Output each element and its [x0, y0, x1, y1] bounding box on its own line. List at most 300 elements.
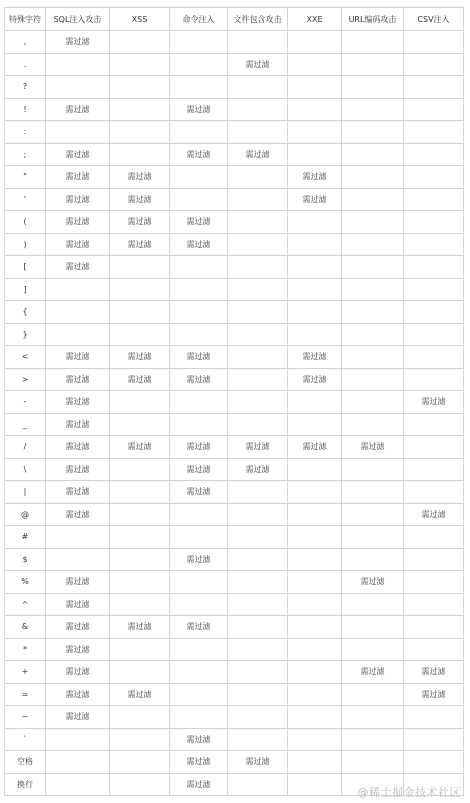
special-char-cell: [	[5, 256, 46, 279]
filter-cell	[288, 413, 342, 436]
filter-cell	[288, 548, 342, 571]
filter-cell	[404, 76, 464, 99]
filter-cell	[342, 413, 404, 436]
filter-cell	[110, 76, 170, 99]
filter-cell	[288, 526, 342, 549]
table-row	[5, 233, 464, 256]
header-sql-injection: SQL注入攻击	[46, 8, 110, 31]
filter-cell	[170, 683, 228, 706]
table-row	[5, 211, 464, 234]
filter-cell	[228, 728, 288, 751]
filter-cell: 需过滤	[110, 616, 170, 639]
special-char-cell: (	[5, 211, 46, 234]
filter-cell	[170, 256, 228, 279]
filter-cell	[228, 706, 288, 729]
filter-cell	[228, 166, 288, 189]
filter-cell	[110, 391, 170, 414]
filter-cell	[170, 526, 228, 549]
filter-cell: 需过滤	[46, 683, 110, 706]
filter-cell: 需过滤	[110, 436, 170, 459]
filter-cell	[404, 751, 464, 774]
table-row	[5, 413, 464, 436]
table-row	[5, 31, 464, 54]
filter-cell: 需过滤	[228, 751, 288, 774]
special-char-cell: \	[5, 458, 46, 481]
filter-cell	[404, 143, 464, 166]
special-char-cell: >	[5, 368, 46, 391]
special-char-cell: .	[5, 53, 46, 76]
filter-cell	[404, 706, 464, 729]
filter-cell	[46, 76, 110, 99]
filter-cell	[46, 301, 110, 324]
filter-cell	[404, 278, 464, 301]
table-row	[5, 571, 464, 594]
filter-cell	[110, 31, 170, 54]
table-row	[5, 53, 464, 76]
filter-cell	[170, 638, 228, 661]
filter-cell: 需过滤	[46, 166, 110, 189]
filter-cell	[288, 661, 342, 684]
filter-cell	[404, 166, 464, 189]
filter-cell	[288, 751, 342, 774]
filter-cell: 需过滤	[170, 548, 228, 571]
filter-cell: 需过滤	[110, 188, 170, 211]
filter-cell: 需过滤	[170, 773, 228, 796]
filter-cell: 需过滤	[404, 503, 464, 526]
filter-cell	[404, 616, 464, 639]
filter-cell	[404, 638, 464, 661]
table-row	[5, 661, 464, 684]
special-char-cell: +	[5, 661, 46, 684]
table-row	[5, 188, 464, 211]
filter-cell	[170, 661, 228, 684]
filter-cell	[228, 31, 288, 54]
filter-cell	[342, 683, 404, 706]
filter-cell	[228, 661, 288, 684]
filter-cell	[228, 571, 288, 594]
filter-cell	[342, 143, 404, 166]
filter-cell	[342, 593, 404, 616]
filter-cell	[170, 391, 228, 414]
filter-cell	[288, 31, 342, 54]
filter-cell	[110, 121, 170, 144]
filter-cell	[110, 301, 170, 324]
filter-cell	[228, 211, 288, 234]
filter-cell	[342, 548, 404, 571]
filter-cell	[288, 233, 342, 256]
filter-cell	[288, 593, 342, 616]
filter-cell	[110, 548, 170, 571]
filter-cell: 需过滤	[110, 166, 170, 189]
filter-cell	[404, 481, 464, 504]
filter-cell	[288, 278, 342, 301]
special-char-cell: _	[5, 413, 46, 436]
special-char-table	[4, 7, 464, 796]
filter-cell	[46, 773, 110, 796]
filter-cell	[342, 76, 404, 99]
table-row	[5, 323, 464, 346]
table-row	[5, 751, 464, 774]
filter-cell	[404, 256, 464, 279]
filter-cell: 需过滤	[46, 368, 110, 391]
filter-cell	[404, 728, 464, 751]
filter-cell	[404, 368, 464, 391]
filter-cell	[110, 503, 170, 526]
filter-cell: 需过滤	[170, 728, 228, 751]
filter-cell	[170, 571, 228, 594]
filter-cell	[228, 391, 288, 414]
filter-cell	[342, 638, 404, 661]
filter-cell: 需过滤	[46, 188, 110, 211]
table-row	[5, 98, 464, 121]
special-char-cell: =	[5, 683, 46, 706]
filter-cell	[46, 526, 110, 549]
filter-cell	[228, 278, 288, 301]
filter-cell	[170, 503, 228, 526]
filter-cell: 需过滤	[170, 346, 228, 369]
filter-cell	[288, 616, 342, 639]
watermark: @稀土掘金技术社区	[357, 786, 461, 799]
table-row	[5, 436, 464, 459]
filter-cell	[342, 211, 404, 234]
filter-cell	[288, 683, 342, 706]
filter-cell: 需过滤	[288, 346, 342, 369]
table-row	[5, 278, 464, 301]
filter-cell	[110, 143, 170, 166]
header-url-encoding: URL编码攻击	[342, 8, 404, 31]
filter-cell	[110, 256, 170, 279]
filter-cell	[46, 728, 110, 751]
special-char-cell: ^	[5, 593, 46, 616]
special-char-cell: %	[5, 571, 46, 594]
filter-cell	[288, 571, 342, 594]
filter-cell	[110, 323, 170, 346]
special-char-cell: :	[5, 121, 46, 144]
filter-cell	[110, 706, 170, 729]
header-xss: XSS	[110, 8, 170, 31]
filter-cell	[342, 53, 404, 76]
header-command-injection: 命令注入	[170, 8, 228, 31]
filter-cell	[404, 211, 464, 234]
table-row	[5, 256, 464, 279]
filter-cell	[342, 98, 404, 121]
special-char-cell: ;	[5, 143, 46, 166]
filter-cell	[404, 31, 464, 54]
filter-cell	[404, 53, 464, 76]
special-char-cell: |	[5, 481, 46, 504]
filter-cell: 需过滤	[228, 458, 288, 481]
special-char-cell: <	[5, 346, 46, 369]
filter-cell: 需过滤	[46, 256, 110, 279]
filter-cell	[110, 98, 170, 121]
filter-cell: 需过滤	[46, 413, 110, 436]
filter-cell	[404, 188, 464, 211]
filter-cell	[170, 76, 228, 99]
filter-cell: 需过滤	[170, 481, 228, 504]
filter-cell	[288, 638, 342, 661]
filter-cell	[228, 503, 288, 526]
special-char-cell: '	[5, 188, 46, 211]
filter-cell	[404, 233, 464, 256]
table-row	[5, 76, 464, 99]
filter-cell	[288, 211, 342, 234]
filter-cell	[110, 413, 170, 436]
filter-cell	[110, 773, 170, 796]
filter-cell: 需过滤	[46, 481, 110, 504]
filter-cell	[342, 346, 404, 369]
table-body	[5, 31, 464, 796]
table-row	[5, 143, 464, 166]
table-row	[5, 638, 464, 661]
special-char-cell: ,	[5, 31, 46, 54]
filter-cell	[170, 706, 228, 729]
filter-cell	[288, 256, 342, 279]
filter-cell: 需过滤	[288, 166, 342, 189]
filter-cell: 需过滤	[46, 346, 110, 369]
special-char-cell: #	[5, 526, 46, 549]
filter-cell	[228, 233, 288, 256]
filter-cell: 需过滤	[288, 368, 342, 391]
filter-cell: 需过滤	[46, 706, 110, 729]
filter-cell	[228, 121, 288, 144]
filter-cell: 需过滤	[170, 458, 228, 481]
table-header-row	[5, 8, 464, 31]
table-row	[5, 503, 464, 526]
filter-cell	[404, 323, 464, 346]
filter-cell	[228, 413, 288, 436]
filter-cell	[170, 593, 228, 616]
filter-cell	[404, 593, 464, 616]
filter-cell	[404, 548, 464, 571]
filter-cell	[342, 256, 404, 279]
filter-cell	[288, 728, 342, 751]
filter-cell	[342, 526, 404, 549]
filter-cell	[228, 481, 288, 504]
table-row	[5, 616, 464, 639]
special-char-cell: ?	[5, 76, 46, 99]
filter-cell: 需过滤	[46, 391, 110, 414]
filter-cell	[228, 683, 288, 706]
filter-cell	[170, 323, 228, 346]
filter-cell	[342, 166, 404, 189]
filter-cell	[342, 458, 404, 481]
special-char-cell: )	[5, 233, 46, 256]
table-row	[5, 526, 464, 549]
filter-cell	[228, 98, 288, 121]
filter-cell	[170, 121, 228, 144]
table-row	[5, 301, 464, 324]
special-char-cell: 换行	[5, 773, 46, 796]
filter-cell: 需过滤	[46, 661, 110, 684]
filter-cell	[110, 53, 170, 76]
table-row	[5, 391, 464, 414]
filter-cell	[228, 526, 288, 549]
filter-cell	[110, 593, 170, 616]
filter-cell: 需过滤	[288, 436, 342, 459]
filter-cell	[288, 481, 342, 504]
special-char-cell: @	[5, 503, 46, 526]
filter-cell	[228, 638, 288, 661]
header-xxe: XXE	[288, 8, 342, 31]
filter-cell	[46, 548, 110, 571]
filter-cell	[228, 256, 288, 279]
header-file-inclusion: 文件包含攻击	[228, 8, 288, 31]
filter-cell	[228, 346, 288, 369]
filter-cell	[170, 301, 228, 324]
filter-cell: 需过滤	[170, 616, 228, 639]
filter-cell	[288, 143, 342, 166]
table-row	[5, 458, 464, 481]
table-row	[5, 728, 464, 751]
filter-cell	[404, 98, 464, 121]
special-char-cell: ~	[5, 706, 46, 729]
filter-cell	[342, 728, 404, 751]
filter-cell	[342, 121, 404, 144]
filter-cell	[228, 368, 288, 391]
filter-cell	[404, 526, 464, 549]
header-csv-injection: CSV注入	[404, 8, 464, 31]
filter-cell: 需过滤	[46, 143, 110, 166]
filter-cell: 需过滤	[46, 638, 110, 661]
special-char-cell: /	[5, 436, 46, 459]
table-row	[5, 593, 464, 616]
filter-cell: 需过滤	[404, 391, 464, 414]
filter-cell: 需过滤	[110, 368, 170, 391]
filter-cell	[46, 278, 110, 301]
special-char-cell: -	[5, 391, 46, 414]
filter-cell	[342, 481, 404, 504]
filter-cell: 需过滤	[46, 593, 110, 616]
filter-cell: 需过滤	[46, 211, 110, 234]
table-row	[5, 368, 464, 391]
filter-cell	[404, 121, 464, 144]
filter-cell	[46, 323, 110, 346]
filter-cell: 需过滤	[170, 368, 228, 391]
table-row	[5, 346, 464, 369]
filter-cell	[288, 98, 342, 121]
filter-cell	[288, 458, 342, 481]
filter-cell	[110, 638, 170, 661]
filter-cell	[342, 188, 404, 211]
filter-cell: 需过滤	[342, 661, 404, 684]
filter-cell	[288, 323, 342, 346]
special-char-cell: }	[5, 323, 46, 346]
filter-cell: 需过滤	[46, 31, 110, 54]
filter-cell	[342, 391, 404, 414]
filter-cell	[288, 773, 342, 796]
table-row	[5, 481, 464, 504]
filter-cell: 需过滤	[288, 188, 342, 211]
filter-cell: 需过滤	[46, 571, 110, 594]
filter-cell	[342, 706, 404, 729]
filter-cell: 需过滤	[404, 661, 464, 684]
filter-cell	[46, 121, 110, 144]
filter-cell	[288, 121, 342, 144]
table-row	[5, 121, 464, 144]
special-char-cell: `	[5, 728, 46, 751]
filter-cell	[170, 166, 228, 189]
filter-cell: 需过滤	[46, 503, 110, 526]
filter-cell: 需过滤	[228, 53, 288, 76]
filter-cell: 需过滤	[170, 751, 228, 774]
filter-cell	[228, 188, 288, 211]
filter-cell: 需过滤	[110, 683, 170, 706]
filter-cell	[404, 436, 464, 459]
filter-cell	[170, 53, 228, 76]
table-row	[5, 683, 464, 706]
filter-cell: 需过滤	[46, 436, 110, 459]
filter-cell	[46, 53, 110, 76]
filter-cell	[288, 706, 342, 729]
filter-cell	[342, 31, 404, 54]
filter-cell	[170, 413, 228, 436]
filter-cell	[228, 548, 288, 571]
filter-cell: 需过滤	[228, 436, 288, 459]
filter-cell: 需过滤	[170, 98, 228, 121]
filter-cell	[228, 323, 288, 346]
filter-cell: 需过滤	[228, 143, 288, 166]
filter-cell	[228, 593, 288, 616]
special-char-cell: ]	[5, 278, 46, 301]
special-char-cell: *	[5, 638, 46, 661]
filter-cell	[342, 751, 404, 774]
filter-cell	[228, 773, 288, 796]
table-row	[5, 706, 464, 729]
table-row	[5, 548, 464, 571]
filter-cell	[342, 503, 404, 526]
special-char-cell: 空格	[5, 751, 46, 774]
filter-cell	[288, 503, 342, 526]
filter-cell: 需过滤	[404, 683, 464, 706]
filter-cell	[342, 323, 404, 346]
filter-cell	[170, 31, 228, 54]
filter-cell	[228, 76, 288, 99]
filter-cell	[404, 413, 464, 436]
filter-cell	[342, 368, 404, 391]
special-char-cell: !	[5, 98, 46, 121]
filter-cell	[110, 278, 170, 301]
filter-cell: 需过滤	[170, 436, 228, 459]
filter-cell: 需过滤	[46, 98, 110, 121]
filter-cell	[110, 571, 170, 594]
filter-cell	[110, 481, 170, 504]
special-char-cell: $	[5, 548, 46, 571]
filter-cell: 需过滤	[46, 458, 110, 481]
filter-cell	[170, 188, 228, 211]
filter-cell	[288, 391, 342, 414]
filter-cell	[342, 233, 404, 256]
filter-cell	[288, 301, 342, 324]
filter-cell: 需过滤	[110, 211, 170, 234]
filter-cell: 需过滤	[342, 436, 404, 459]
filter-cell: 需过滤	[342, 571, 404, 594]
filter-cell	[342, 616, 404, 639]
filter-cell	[170, 278, 228, 301]
special-char-cell: &	[5, 616, 46, 639]
filter-cell	[404, 571, 464, 594]
filter-cell	[110, 661, 170, 684]
filter-cell	[110, 458, 170, 481]
table-row	[5, 166, 464, 189]
filter-cell: 需过滤	[46, 233, 110, 256]
header-special-char: 特殊字符	[5, 8, 46, 31]
filter-cell: 需过滤	[110, 346, 170, 369]
filter-cell: 需过滤	[170, 143, 228, 166]
filter-cell	[228, 301, 288, 324]
filter-cell	[110, 728, 170, 751]
filter-cell	[404, 346, 464, 369]
filter-cell	[110, 751, 170, 774]
